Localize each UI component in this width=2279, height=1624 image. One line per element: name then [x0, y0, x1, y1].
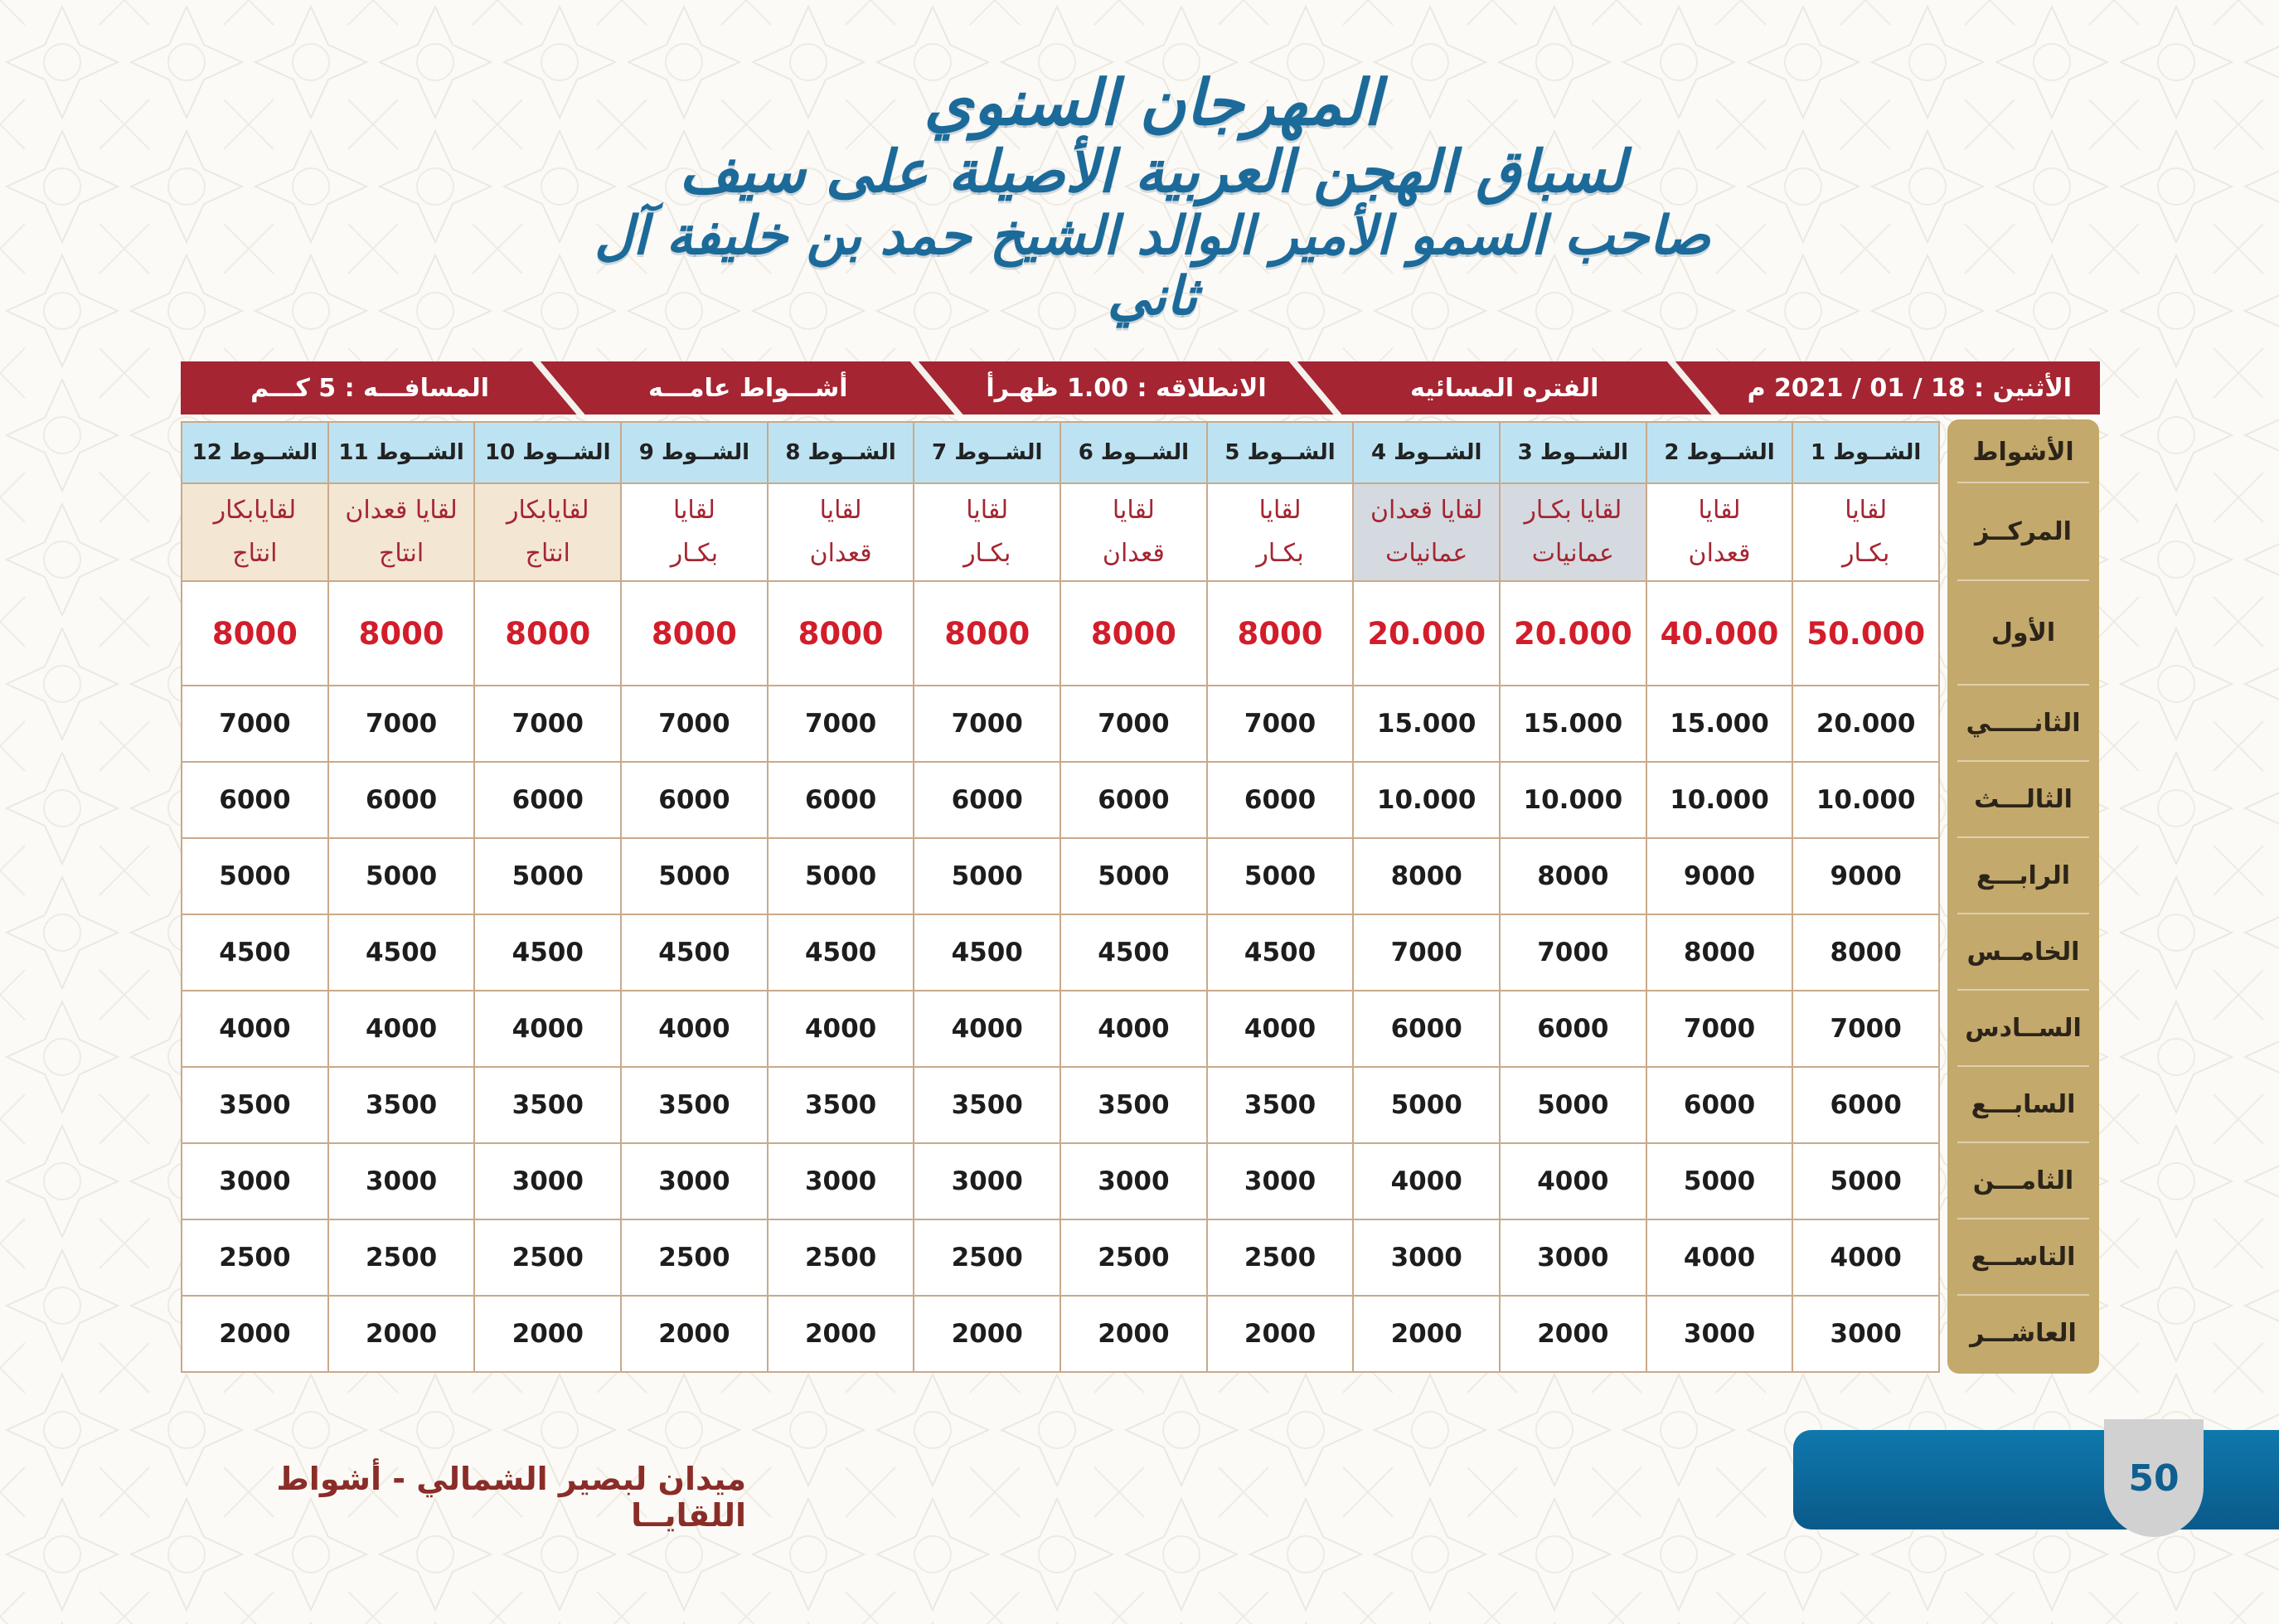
prize-cell: 5000 [768, 838, 914, 914]
prize-cell: 15.000 [1353, 686, 1500, 762]
prize-cell: 8000 [1646, 914, 1793, 991]
category-text: لقايابكار [507, 495, 589, 525]
row-label-4th: الرابـــع [1947, 837, 2099, 914]
category-cell [1060, 483, 1207, 581]
prize-cell: 5000 [328, 838, 475, 914]
prize-cell: 2500 [621, 1219, 768, 1296]
prize-cell: 20.000 [1500, 581, 1646, 686]
prize-cell: 2000 [768, 1296, 914, 1372]
prize-cell: 5000 [474, 838, 621, 914]
prize-cell: 4500 [914, 914, 1060, 991]
category-cell [1353, 483, 1500, 581]
category-row [182, 483, 1939, 581]
prize-cell: 4500 [1060, 914, 1207, 991]
category-text: لقايا [819, 495, 862, 525]
prize-cell: 2500 [1060, 1219, 1207, 1296]
prize-cell: 4000 [1646, 1219, 1793, 1296]
category-text: قعدان [809, 539, 872, 568]
prize-row [182, 914, 1939, 991]
prize-cell: 3000 [182, 1143, 328, 1219]
prize-cell: 9000 [1792, 838, 1939, 914]
prize-cell: 3000 [621, 1143, 768, 1219]
prize-cell: 6000 [474, 762, 621, 838]
prize-cell: 7000 [1060, 686, 1207, 762]
prize-cell: 3500 [1207, 1067, 1354, 1143]
category-text: بكـار [670, 539, 719, 568]
category-cell [1646, 483, 1793, 581]
prize-cell: 5000 [1646, 1143, 1793, 1219]
row-label-2nd: الثانـــــي [1947, 685, 2099, 761]
category-cell [621, 483, 768, 581]
prize-cell: 4500 [1207, 914, 1354, 991]
row-label-10th: العاشـــر [1970, 1318, 2077, 1348]
category-text: انتاج [378, 539, 424, 568]
prize-cell: 8000 [914, 581, 1060, 686]
prize-cell: 6000 [1792, 1067, 1939, 1143]
prize-cell: 10.000 [1500, 762, 1646, 838]
prize-cell: 2000 [1207, 1296, 1354, 1372]
category-text: لقايا [1845, 495, 1888, 525]
prize-row [182, 991, 1939, 1067]
prize-cell: 6000 [1060, 762, 1207, 838]
prize-row [182, 1143, 1939, 1219]
row-label-position: المركــز [1947, 482, 2099, 580]
prize-cell: 8000 [1060, 581, 1207, 686]
prize-cell: 8000 [1353, 838, 1500, 914]
heat-header-row [182, 422, 1939, 483]
prize-cell: 3000 [474, 1143, 621, 1219]
prize-cell: 4000 [1500, 1143, 1646, 1219]
prize-table [181, 421, 1940, 1373]
prize-row [182, 762, 1939, 838]
heat-header: الشــوط 4 [1353, 422, 1500, 483]
category-text: لقايا قعدان [1370, 495, 1483, 525]
heat-header: الشــوط 12 [182, 422, 328, 483]
prize-cell: 3000 [328, 1143, 475, 1219]
row-label-8th: الثامـــن [1947, 1142, 2099, 1219]
info-distance: المسافـــه : 5 كـــم [181, 361, 559, 414]
heat-header: الشــوط 11 [328, 422, 475, 483]
prize-cell: 2000 [328, 1296, 475, 1372]
prize-cell: 3000 [1792, 1296, 1939, 1372]
prize-cell: 5000 [1060, 838, 1207, 914]
prize-cell: 6000 [1500, 991, 1646, 1067]
category-text: بكـار [963, 539, 1011, 568]
prize-cell: 2500 [328, 1219, 475, 1296]
prize-cell: 4000 [914, 991, 1060, 1067]
category-text: عمانيات [1385, 539, 1468, 568]
category-text: لقايا [672, 495, 715, 525]
prize-cell: 8000 [621, 581, 768, 686]
prize-cell: 4500 [621, 914, 768, 991]
prize-cell: 2000 [474, 1296, 621, 1372]
prize-cell: 8000 [1207, 581, 1354, 686]
prize-cell: 3000 [1207, 1143, 1354, 1219]
prize-cell: 3000 [1646, 1296, 1793, 1372]
prize-cell: 3000 [1500, 1219, 1646, 1296]
category-text: انتاج [525, 539, 570, 568]
prize-cell: 8000 [474, 581, 621, 686]
prize-cell: 5000 [621, 838, 768, 914]
prize-cell: 20.000 [1792, 686, 1939, 762]
prize-cell: 2000 [1353, 1296, 1500, 1372]
info-heat-type: أشـــواط عامـــه [559, 361, 937, 414]
prize-cell: 8000 [328, 581, 475, 686]
prize-cell: 2000 [182, 1296, 328, 1372]
heat-header: الشــوط 5 [1207, 422, 1354, 483]
prize-cell: 3500 [621, 1067, 768, 1143]
prize-cell: 10.000 [1353, 762, 1500, 838]
prize-cell: 5000 [914, 838, 1060, 914]
prize-cell: 3000 [914, 1143, 1060, 1219]
footer-title: ميدان لبصير الشمالي - أشواط اللقايــا [276, 1461, 746, 1534]
row-label-6th: الســادس [1947, 990, 2099, 1066]
prize-cell: 3500 [914, 1067, 1060, 1143]
prize-cell: 5000 [1500, 1067, 1646, 1143]
category-cell [914, 483, 1060, 581]
prize-row [182, 581, 1939, 686]
category-text: لقايا قعدان [345, 495, 458, 525]
prize-cell: 20.000 [1353, 581, 1500, 686]
prize-cell: 2500 [182, 1219, 328, 1296]
prize-cell: 6000 [768, 762, 914, 838]
prize-cell: 4000 [621, 991, 768, 1067]
prize-cell: 4000 [182, 991, 328, 1067]
info-date: الأثنين : 18 / 01 / 2021 م [1747, 373, 2072, 403]
prize-cell: 2000 [1060, 1296, 1207, 1372]
prize-cell: 4000 [1353, 1143, 1500, 1219]
category-cell [768, 483, 914, 581]
prize-cell: 4500 [768, 914, 914, 991]
prize-cell: 2000 [1500, 1296, 1646, 1372]
info-session: الفتره المسائيه [1316, 361, 1694, 414]
title-line-1: المهرجان السنوي [924, 65, 1381, 139]
prize-row [182, 1067, 1939, 1143]
prize-cell: 4000 [1060, 991, 1207, 1067]
prize-cell: 2000 [914, 1296, 1060, 1372]
prize-cell: 5000 [1792, 1143, 1939, 1219]
prize-cell: 3000 [1060, 1143, 1207, 1219]
prize-cell: 4000 [1207, 991, 1354, 1067]
prize-cell: 4000 [1792, 1219, 1939, 1296]
category-text: قعدان [1688, 539, 1751, 568]
prize-cell: 4500 [474, 914, 621, 991]
prize-cell: 7000 [1207, 686, 1354, 762]
category-text: بكـار [1842, 539, 1890, 568]
title-line-3: صاحب السمو الأمير الوالد الشيخ حمد بن خليفة آل ثاني [594, 204, 1711, 328]
category-cell [1207, 483, 1354, 581]
prize-cell: 15.000 [1500, 686, 1646, 762]
heat-header: الشــوط 9 [621, 422, 768, 483]
prize-cell: 10.000 [1792, 762, 1939, 838]
info-start-time: الانطلاقه : 1.00 ظهـرأ [937, 361, 1315, 414]
prize-cell: 7000 [1646, 991, 1793, 1067]
category-cell [1792, 483, 1939, 581]
prize-cell: 50.000 [1792, 581, 1939, 686]
row-label-1st: الأول [1947, 580, 2099, 685]
category-text: قعدان [1102, 539, 1165, 568]
prize-cell: 3500 [328, 1067, 475, 1143]
prize-cell: 7000 [914, 686, 1060, 762]
prize-row [182, 686, 1939, 762]
row-label-9th: التاســـع [1947, 1219, 2099, 1295]
prize-cell: 2500 [1207, 1219, 1354, 1296]
prize-cell: 8000 [1792, 914, 1939, 991]
category-text: لقايا [966, 495, 1009, 525]
prize-cell: 10.000 [1646, 762, 1793, 838]
prize-cell: 3000 [768, 1143, 914, 1219]
prize-cell: 9000 [1646, 838, 1793, 914]
prize-cell: 3500 [768, 1067, 914, 1143]
prize-cell: 5000 [1353, 1067, 1500, 1143]
prize-cell: 6000 [914, 762, 1060, 838]
prize-row [182, 838, 1939, 914]
category-cell [328, 483, 475, 581]
prize-cell: 4000 [768, 991, 914, 1067]
prize-cell: 2500 [914, 1219, 1060, 1296]
prize-row [182, 1219, 1939, 1296]
category-text: بكـار [1256, 539, 1304, 568]
heat-header: الشــوط 2 [1646, 422, 1793, 483]
category-cell [474, 483, 621, 581]
heat-header: الشــوط 3 [1500, 422, 1646, 483]
prize-cell: 7000 [1500, 914, 1646, 991]
row-label-7th: السابـــع [1947, 1066, 2099, 1142]
heat-header: الشــوط 1 [1792, 422, 1939, 483]
prize-cell: 2000 [621, 1296, 768, 1372]
category-text: لقايا بكـار [1524, 495, 1622, 525]
prize-cell: 7000 [621, 686, 768, 762]
prize-cell: 6000 [1207, 762, 1354, 838]
page-number: 50 [2104, 1419, 2204, 1537]
prize-cell: 7000 [474, 686, 621, 762]
prize-cell: 4000 [328, 991, 475, 1067]
row-label-heats: الأشواط [1947, 421, 2099, 482]
prize-cell: 5000 [1207, 838, 1354, 914]
prize-cell: 6000 [621, 762, 768, 838]
prize-cell: 3500 [1060, 1067, 1207, 1143]
category-text: لقايابكار [213, 495, 297, 525]
prize-cell: 7000 [1353, 914, 1500, 991]
prize-cell: 8000 [1500, 838, 1646, 914]
prize-cell: 6000 [1353, 991, 1500, 1067]
prize-cell: 40.000 [1646, 581, 1793, 686]
title-line-2: لسباق الهجن العربية الأصيلة على سيف [679, 137, 1626, 206]
category-text: انتاج [232, 539, 278, 568]
category-text: لقايا [1112, 495, 1155, 525]
heat-header: الشــوط 7 [914, 422, 1060, 483]
row-label-5th: الخامــس [1947, 914, 2099, 990]
prize-cell: 3000 [1353, 1219, 1500, 1296]
heat-header: الشــوط 8 [768, 422, 914, 483]
footer-bar [1793, 1430, 2279, 1529]
prize-cell: 3500 [474, 1067, 621, 1143]
prize-row [182, 1296, 1939, 1372]
prize-cell: 2500 [768, 1219, 914, 1296]
prize-cell: 7000 [182, 686, 328, 762]
prize-cell: 6000 [182, 762, 328, 838]
prize-cell: 3500 [182, 1067, 328, 1143]
category-cell [182, 483, 328, 581]
prize-cell: 8000 [768, 581, 914, 686]
heat-header: الشــوط 10 [474, 422, 621, 483]
prize-cell: 6000 [1646, 1067, 1793, 1143]
prize-cell: 15.000 [1646, 686, 1793, 762]
prize-cell: 6000 [328, 762, 475, 838]
prize-cell: 2500 [474, 1219, 621, 1296]
category-text: عمانيات [1531, 539, 1614, 568]
calligraphy-title [580, 66, 1724, 327]
prize-cell: 4500 [182, 914, 328, 991]
prize-cell: 4000 [474, 991, 621, 1067]
prize-cell: 5000 [182, 838, 328, 914]
category-text: لقايا [1698, 495, 1741, 525]
prize-cell: 7000 [328, 686, 475, 762]
prize-cell: 4500 [328, 914, 475, 991]
prize-cell: 7000 [768, 686, 914, 762]
category-text: لقايا [1258, 495, 1302, 525]
race-info-bar [181, 361, 2100, 414]
category-cell [1500, 483, 1646, 581]
prize-cell: 7000 [1792, 991, 1939, 1067]
heat-header: الشــوط 6 [1060, 422, 1207, 483]
prize-cell: 8000 [182, 581, 328, 686]
row-label-3rd: الثالـــث [1947, 761, 2099, 837]
